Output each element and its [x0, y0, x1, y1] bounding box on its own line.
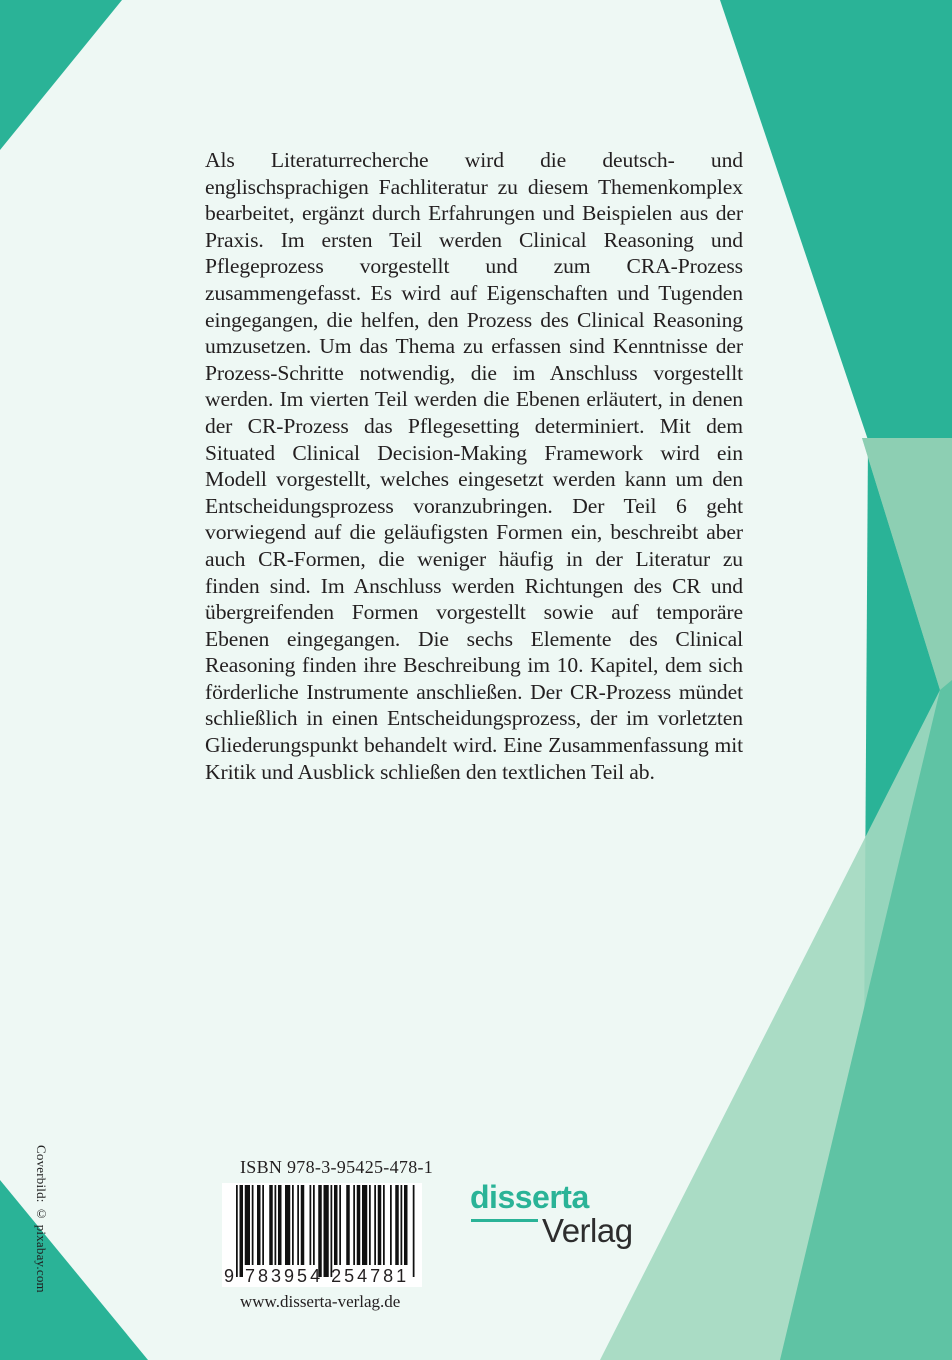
barcode-bar — [395, 1185, 399, 1265]
barcode-bar — [413, 1185, 415, 1277]
barcode-bar — [346, 1185, 350, 1265]
logo-verlag: Verlag — [542, 1212, 633, 1249]
barcode-bar — [318, 1185, 322, 1277]
barcode-bar — [278, 1185, 282, 1265]
barcode-bar — [310, 1185, 312, 1265]
barcode-bar — [292, 1185, 294, 1265]
barcode-bar — [404, 1185, 408, 1265]
barcode-bar — [313, 1185, 315, 1265]
barcode-bar — [339, 1185, 341, 1265]
barcode-bar — [301, 1185, 305, 1265]
barcode-bar — [257, 1185, 261, 1265]
blurb-text: Als Literaturrecherche wird die deutsch- und englischsprachigen Fachliteratur zu diesem Themenkomplex bearbeitet, ergänzt durch Erfahrungen und Beispielen aus der Praxis. Im ersten Teil werden Clinical Reasoning und Pflegeprozess vorgestellt und zum CRA-Prozess zusammengefasst. Es wird auf Eigenschaften und Tugenden eingegangen, die helfen, den Prozess des Clinical Reasoning umzusetzen. Um das Thema zu erfassen sind Kenntnisse der Prozess-Schritte notwendig, die im Anschluss vorgestellt werden. Im vierten Teil werden die Ebenen erläutert, in denen der CR-Prozess das Pflegesetting determiniert. Mit dem Situated Clinical Decision-Making Framework wird ein Modell vorgestellt, welches eingesetzt werden kann um den Entscheidungsprozess voranzubringen. Der Teil 6 geht vorwiegend auf die geläufigsten Formen ein, beschreibt aber auch CR-Formen, die weniger häufig in der Literatur zu finden sind. Im Anschluss werden Richtungen des CR und übergreifenden Formen vorgestellt sowie auf temporäre Ebenen eingegangen. Die sechs Elemente des Clinical Reasoning finden ihre Beschreibung im 10. Kapitel, dem sich förderliche Instrumente anschließen. Der CR-Prozess mündet schließlich in einen Entscheidungsprozess, der im vorletzten Gliederungspunkt behandelt wird. Eine Zusammenfassung mit Kritik und Ausblick schließen den textlichen Teil ab. — [205, 148, 743, 784]
barcode-bar — [357, 1185, 361, 1265]
publisher-website: www.disserta-verlag.de — [240, 1292, 401, 1311]
barcode-bar — [236, 1185, 238, 1277]
barcode-bar — [252, 1185, 254, 1265]
barcode-bar — [378, 1185, 382, 1265]
barcode-bar — [334, 1185, 338, 1265]
barcode-bar — [353, 1185, 355, 1265]
barcode-digits: 9 783954 254781 — [224, 1266, 410, 1286]
publisher-logo — [470, 1180, 660, 1265]
barcode-bar — [362, 1185, 367, 1265]
barcode-bar — [324, 1185, 329, 1277]
barcode-bar — [401, 1185, 403, 1265]
barcode-bar — [240, 1185, 244, 1277]
barcode-bar — [269, 1185, 273, 1265]
barcode-bar — [369, 1185, 371, 1265]
isbn-label: ISBN 978-3-95425-478-1 — [240, 1157, 434, 1177]
barcode-bar — [275, 1185, 277, 1265]
barcode-bar — [383, 1185, 385, 1265]
barcode-bar — [262, 1185, 264, 1265]
barcode-bar — [331, 1185, 333, 1277]
logo-underline — [471, 1219, 538, 1222]
barcode-bar — [390, 1185, 392, 1265]
barcode-bar — [245, 1185, 250, 1265]
barcode-bar — [374, 1185, 376, 1265]
logo-disserta: disserta — [470, 1179, 589, 1215]
barcode-bar — [285, 1185, 290, 1265]
cover-credit: Coverbild: © pixabay.com — [34, 1145, 49, 1293]
barcode-bar — [297, 1185, 299, 1265]
